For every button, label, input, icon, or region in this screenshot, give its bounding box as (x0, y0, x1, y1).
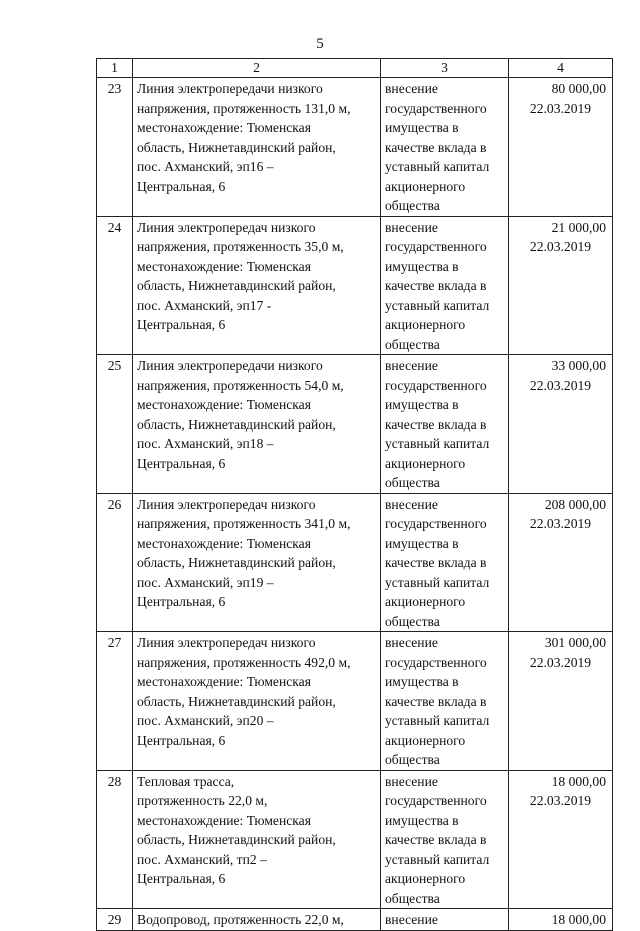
table-row (97, 355, 613, 494)
basis-line: уставный капитал (385, 297, 490, 313)
basis-line: общества (385, 475, 440, 490)
description-line: Центральная, 6 (137, 455, 226, 471)
property-description (133, 770, 381, 909)
description-line: Тепловая трасса, (137, 773, 235, 789)
transfer-basis (381, 632, 509, 771)
row-number: 25 (97, 355, 133, 494)
description-line: напряжения, протяженность 341,0 м, (137, 516, 351, 531)
amount: 21 000,00 (551, 219, 606, 235)
transfer-basis (381, 78, 509, 217)
basis-line: внесение (385, 496, 438, 512)
description-line: Центральная, 6 (137, 178, 226, 194)
basis-line: государственного (385, 793, 487, 808)
description-line: пос. Ахманский, эп20 – (137, 713, 274, 728)
table-row (97, 216, 613, 355)
basis-line: имущества в (385, 397, 459, 412)
basis-line: внесение (385, 773, 438, 789)
description-line: местонахождение: Тюменская (137, 397, 311, 412)
description-line: местонахождение: Тюменская (137, 812, 311, 828)
table-row (97, 632, 613, 771)
table-row (97, 78, 613, 217)
value-cell (509, 770, 613, 909)
description-line: местонахождение: Тюменская (137, 258, 311, 274)
description-line: напряжения, протяженность 35,0 м, (137, 239, 344, 254)
amount: 33 000,00 (551, 358, 606, 373)
property-table (96, 58, 613, 931)
amount: 301 000,00 (544, 635, 606, 650)
transfer-basis (381, 909, 509, 931)
description-line: пос. Ахманский, эп16 – (137, 159, 274, 174)
description-line: протяженность 22,0 м, (137, 793, 268, 808)
amount: 18 000,00 (551, 773, 606, 789)
basis-line: качестве вклада в (385, 416, 487, 432)
row-number: 24 (97, 216, 133, 355)
date: 22.03.2019 (529, 516, 592, 531)
row-number: 28 (97, 770, 133, 909)
description-line: Линия электропередач низкого (137, 219, 316, 235)
description-line: область, Нижнетавдинский район, (137, 693, 336, 709)
page-number: 5 (316, 36, 324, 52)
basis-line: общества (385, 890, 440, 906)
basis-line: уставный капитал (385, 713, 490, 728)
basis-line: качестве вклада в (385, 555, 487, 570)
basis-line: акционерного (385, 871, 466, 886)
basis-line: общества (385, 752, 440, 767)
amount: 18 000,00 (551, 912, 606, 927)
description-line: местонахождение: Тюменская (137, 120, 311, 135)
basis-line: внесение (385, 912, 438, 927)
row-number: 23 (97, 78, 133, 217)
description-line: область, Нижнетавдинский район, (137, 555, 336, 570)
amount: 80 000,00 (551, 81, 606, 96)
transfer-basis (381, 770, 509, 909)
basis-line: имущества в (385, 674, 459, 689)
date: 22.03.2019 (529, 100, 592, 116)
description-line: Центральная, 6 (137, 871, 226, 886)
description-line: Линия электропередачи низкого (137, 358, 323, 373)
basis-line: качестве вклада в (385, 693, 487, 709)
date: 22.03.2019 (529, 377, 592, 393)
description-line: Водопровод, протяженность 22,0 м, (137, 912, 344, 927)
basis-line: имущества в (385, 120, 459, 135)
basis-line: имущества в (385, 258, 459, 274)
description-line: пос. Ахманский, эп17 - (137, 297, 272, 313)
basis-line: качестве вклада в (385, 278, 487, 293)
basis-line: имущества в (385, 812, 459, 828)
row-number: 29 (97, 909, 133, 931)
description-line: область, Нижнетавдинский район, (137, 832, 336, 847)
basis-line: уставный капитал (385, 159, 490, 174)
property-description (133, 355, 381, 494)
description-line: область, Нижнетавдинский район, (137, 278, 336, 293)
table-row (97, 909, 613, 931)
basis-line: государственного (385, 377, 487, 393)
table-row (97, 493, 613, 632)
value-cell (509, 78, 613, 217)
basis-line: общества (385, 336, 440, 352)
value-cell (509, 216, 613, 355)
property-description (133, 632, 381, 771)
description-line: Центральная, 6 (137, 594, 226, 609)
date: 22.03.2019 (529, 654, 592, 670)
basis-line: общества (385, 198, 440, 213)
basis-line: акционерного (385, 594, 466, 609)
date: 22.03.2019 (529, 793, 592, 808)
basis-line: уставный капитал (385, 851, 490, 867)
description-line: пос. Ахманский, эп19 – (137, 574, 274, 590)
description-line: Линия электропередач низкого (137, 635, 316, 650)
table-row (97, 770, 613, 909)
basis-line: внесение (385, 219, 438, 235)
basis-line: государственного (385, 239, 487, 254)
description-line: пос. Ахманский, эп18 – (137, 436, 274, 451)
amount: 208 000,00 (544, 496, 606, 512)
property-description (133, 909, 381, 931)
value-cell (509, 355, 613, 494)
basis-line: акционерного (385, 732, 466, 748)
basis-line: уставный капитал (385, 574, 490, 590)
basis-line: общества (385, 613, 440, 629)
property-description (133, 78, 381, 217)
header-col-4: 4 (509, 59, 613, 78)
row-number: 27 (97, 632, 133, 771)
row-number: 26 (97, 493, 133, 632)
basis-line: внесение (385, 81, 438, 96)
transfer-basis (381, 216, 509, 355)
date: 22.03.2019 (529, 239, 592, 254)
basis-line: имущества в (385, 535, 459, 551)
basis-line: государственного (385, 100, 487, 116)
basis-line: акционерного (385, 317, 466, 332)
header-col-1: 1 (97, 59, 133, 78)
basis-line: качестве вклада в (385, 832, 487, 847)
description-line: Линия электропередачи низкого (137, 81, 323, 96)
description-line: область, Нижнетавдинский район, (137, 416, 336, 432)
basis-line: акционерного (385, 455, 466, 471)
transfer-basis (381, 493, 509, 632)
basis-line: внесение (385, 358, 438, 373)
description-line: Линия электропередач низкого (137, 496, 316, 512)
property-description (133, 216, 381, 355)
description-line: область, Нижнетавдинский район, (137, 139, 336, 155)
value-cell (509, 909, 613, 931)
description-line: напряжения, протяженность 492,0 м, (137, 654, 351, 670)
description-line: пос. Ахманский, тп2 – (137, 851, 267, 867)
value-cell (509, 632, 613, 771)
description-line: напряжения, протяженность 131,0 м, (137, 100, 351, 116)
basis-line: уставный капитал (385, 436, 490, 451)
property-description (133, 493, 381, 632)
description-line: местонахождение: Тюменская (137, 535, 311, 551)
basis-line: государственного (385, 654, 487, 670)
description-line: Центральная, 6 (137, 732, 226, 748)
description-line: местонахождение: Тюменская (137, 674, 311, 689)
value-cell (509, 493, 613, 632)
description-line: напряжения, протяженность 54,0 м, (137, 377, 344, 393)
header-col-3: 3 (381, 59, 509, 78)
header-col-2: 2 (133, 59, 381, 78)
basis-line: акционерного (385, 178, 466, 194)
basis-line: государственного (385, 516, 487, 531)
basis-line: внесение (385, 635, 438, 650)
transfer-basis (381, 355, 509, 494)
table-header (97, 59, 613, 78)
description-line: Центральная, 6 (137, 317, 226, 332)
basis-line: качестве вклада в (385, 139, 487, 155)
